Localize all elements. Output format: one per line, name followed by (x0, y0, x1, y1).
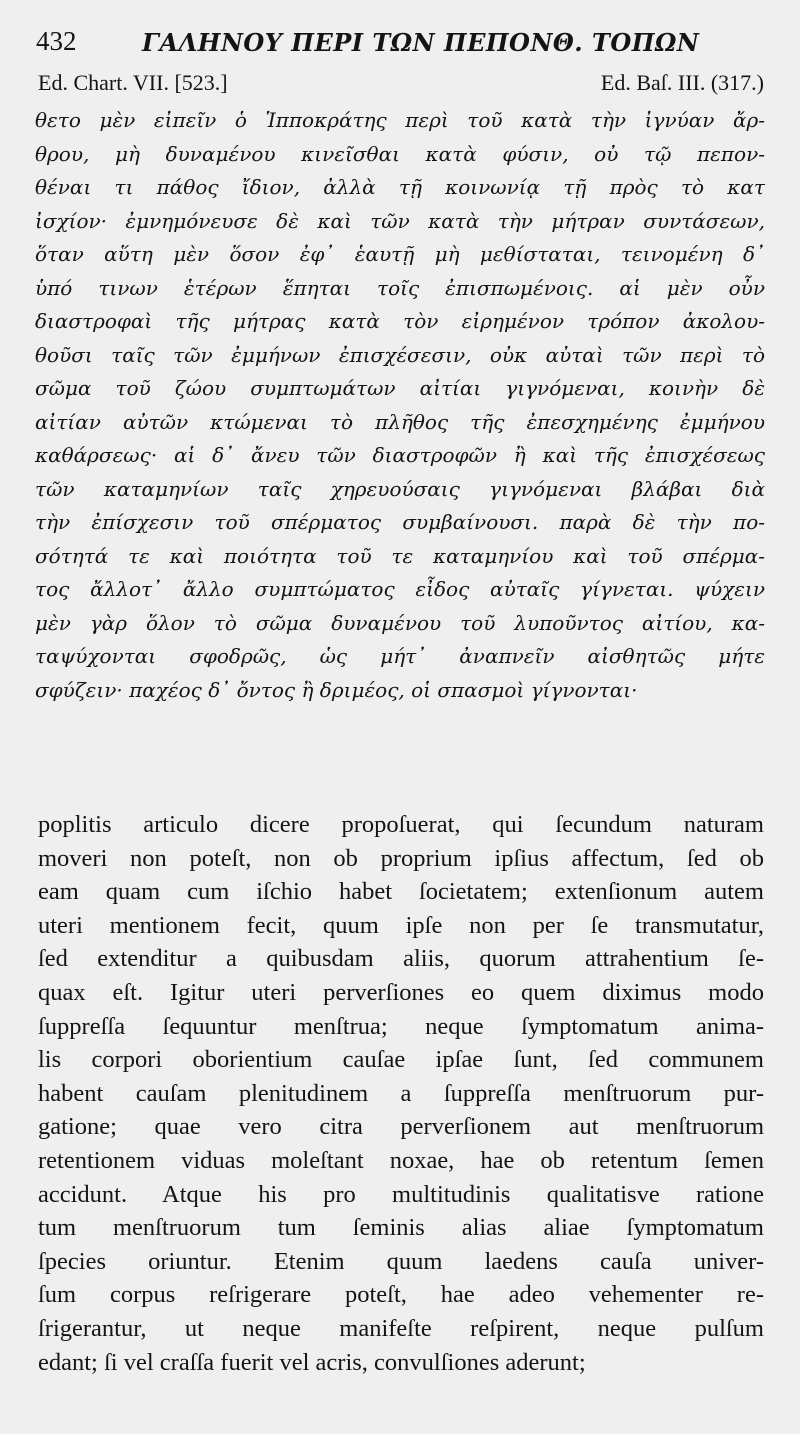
latin-text-line: ſpecies oriuntur. Etenim quum laedens cauſa univer- (38, 1247, 764, 1275)
greek-text-line: ἰσχίον· ἐμνημόνευσε δὲ καὶ τῶν κατὰ τὴν μήτραν συντάσεων, (35, 208, 765, 233)
greek-text-line: σῶμα τοῦ ζώου συμπτωμάτων αἰτίαι γιγνόμεναι, κοινὴν δὲ (35, 376, 765, 400)
greek-text-line: θοῦσι ταῖς τῶν ἐμμήνων ἐπισχέσεσιν, οὐκ αὐταὶ τῶν περὶ τὸ (35, 342, 765, 367)
latin-text-line: retentionem viduas moleſtant noxae, hae ob retentum ſemen (38, 1146, 764, 1174)
edition-references (38, 70, 764, 100)
latin-text-line: moveri non poteſt, non ob proprium ipſius affectum, ſed ob (38, 844, 764, 872)
latin-text-line: lis corpori oborientium cauſae ipſae ſunt, ſed communem (38, 1046, 764, 1074)
greek-text-line: τὴν ἐπίσχεσιν τοῦ σπέρματος συμβαίνουσι. παρὰ δὲ τὴν πο- (35, 510, 765, 534)
greek-text-line: σότητά τε καὶ ποιότητα τοῦ τε καταμηνίου καὶ τοῦ σπέρμα- (35, 543, 765, 568)
latin-text-block (38, 808, 764, 1379)
greek-text-line: σφύζειν· παχέος δ᾽ ὄντος ἢ δριμέος, οἱ σπασμοὶ γίγνονται· (35, 677, 638, 702)
latin-text-line: accidunt. Atque his pro multitudinis qualitatisve ratione (38, 1180, 764, 1208)
greek-text-line: τῶν καταμηνίων ταῖς χηρευούσαις γιγνόμεναι βλάβαι διὰ (35, 476, 765, 501)
greek-text-line: τος ἄλλοτ᾽ ἄλλο συμπτώματος εἶδος αὐταῖς γίγνεται. ψύχειν (35, 577, 765, 601)
greek-text-line: ταψύχονται σφοδρῶς, ὡς μήτ᾽ ἀναπνεῖν αἰσθητῶς μήτε (35, 644, 765, 668)
greek-text-line: θετο μὲν εἰπεῖν ὁ Ἱπποκράτης περὶ τοῦ κατὰ τὴν ἰγνύαν ἄρ- (35, 108, 765, 132)
latin-text-line: poplitis articulo dicere propoſuerat, qui ſecundum naturam (38, 811, 764, 838)
greek-text-line: διαστροφαὶ τῆς μήτρας κατὰ τὸν εἰρημένον τρόπον ἀκολου- (35, 309, 765, 333)
latin-text-line: ſum corpus reſrigerare poteſt, hae adeo vehementer re- (38, 1281, 764, 1309)
greek-text-line: αἰτίαν αὐτῶν κτώμεναι τὸ πλῆθος τῆς ἐπεσχημένης ἐμμήνου (35, 409, 765, 434)
latin-text-line: uteri mentionem fecit, quum ipſe non per ſe transmutatur, (38, 911, 764, 939)
page-header (32, 26, 772, 60)
latin-text-line: eam quam cum iſchio habet ſocietatem; extenſionum autem (38, 878, 764, 906)
latin-text-line: tum menſtruorum tum ſeminis alias aliae ſymptomatum (38, 1214, 764, 1242)
latin-text-line: ſed extenditur a quibusdam aliis, quorum attrahentium ſe- (38, 945, 764, 973)
greek-text-line: θέναι τι πάθος ἴδιον, ἀλλὰ τῇ κοινωνίᾳ τῇ πρὸς τὸ κατ (35, 175, 765, 199)
greek-text-block (35, 104, 765, 707)
latin-text-line: ſrigerantur, ut neque manifeſte reſpirent, neque pulſum (38, 1314, 764, 1342)
greek-text-line: καθάρσεως· αἱ δ᾽ ἄνευ τῶν διαστροφῶν ἢ καὶ τῆς ἐπισχέσεως (35, 443, 765, 467)
greek-text-line: ὅταν αὕτη μὲν ὅσον ἐφ᾽ ἑαυτῇ μὴ μεθίσταται, τεινομένη δ᾽ (35, 242, 765, 266)
edition-basel-ref: Ed. Baſ. III. (317.) (600, 70, 764, 95)
latin-text-line: quax eſt. Igitur uteri perverſiones eo quem diximus modo (38, 978, 764, 1006)
latin-text-line: gatione; quae vero citra perverſionem aut menſtruorum (38, 1113, 764, 1141)
latin-text-line: ſuppreſſa ſequuntur menſtrua; neque ſymptomatum anima- (38, 1012, 764, 1040)
page-number: 432 (36, 26, 77, 56)
greek-text-line: ὑπό τινων ἑτέρων ἕπηται τοῖς ἐπισπωμένοις. αἱ μὲν οὖν (35, 275, 765, 300)
edition-chartier-ref: Ed. Chart. VII. [523.] (38, 70, 228, 95)
greek-text-line: μὲν γὰρ ὅλον τὸ σῶμα δυναμένου τοῦ λυποῦντος αἰτίου, κα- (35, 610, 765, 635)
running-head: ΓΑΛΗΝΟΥ ΠΕΡΙ ΤΩΝ ΠΕΠΟΝΘ. ΤΟΠΩΝ (142, 28, 700, 57)
latin-text-line: edant; ſi vel craſſa fuerit vel acris, convulſiones aderunt; (38, 1348, 586, 1376)
latin-text-line: habent cauſam plenitudinem a ſuppreſſa menſtruorum pur- (38, 1079, 764, 1107)
greek-text-line: θρου, μὴ δυναμένου κινεῖσθαι κατὰ φύσιν, οὐ τῷ πεπον- (35, 141, 765, 166)
